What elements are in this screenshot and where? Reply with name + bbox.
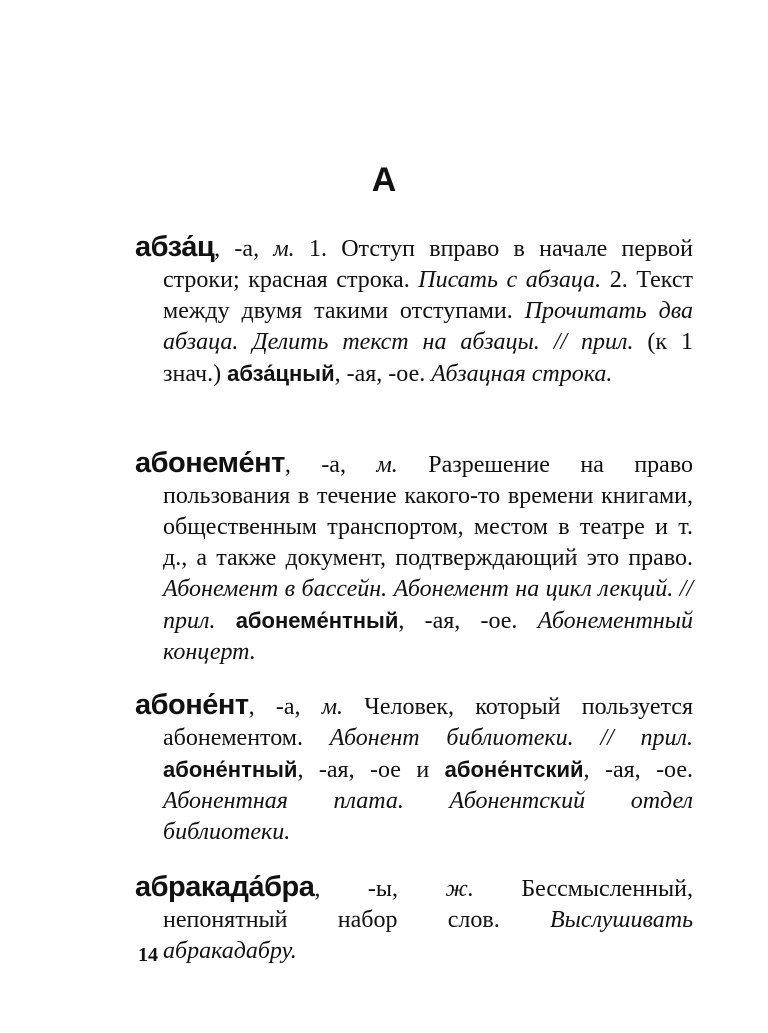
dictionary-entry [135,872,693,967]
grammar: , -а, [248,694,322,720]
grammar: , -а, [214,236,274,262]
example: Абонентная плата. Абонентский отдел библиотеки. [163,788,693,845]
usage-note: (к 1 знач.) [163,329,694,387]
definition: Человек, который пользуется абонементом. [163,694,693,751]
gender-label: м. [273,236,295,262]
gender-label: м. [321,694,344,720]
section-letter: А [371,161,397,199]
derived-word: абоне́нтный [163,757,298,782]
definition: Разрешение на право пользования в течение какого-то времени книгами, общественным транспортом, местом в театре и т. д., а также документ, подтверждающий это право. [163,452,693,571]
example: Писать с абзаца. [418,267,602,293]
derived-word: абонеме́нтный [235,608,399,633]
endings: , -ая, -ое. [583,757,694,783]
dictionary-entry [135,232,693,390]
definition: Бессмысленный, непонятный набор слов. [163,876,693,933]
headword: абракада́бра [135,871,315,903]
endings: , -ая, -ое. [334,361,432,387]
spacer [215,608,235,634]
dictionary-entry [135,690,693,848]
gender-label: м. [376,452,398,478]
example: Прочитать два абзаца. Делить текст на абзацы. // прил. [163,298,693,355]
definition: 1. Отступ вправо в начале первой строки; красная строка. [163,236,693,293]
derived-word: абоне́нтский [444,757,584,782]
headword: абза́ц [135,231,215,263]
definition: 2. Текст между двумя такими отступами. [163,267,693,324]
example: Абонемент в бассейн. Абонемент на цикл лекций. // прил. [163,576,693,634]
example: Выслушивать абракадабру. [163,907,693,964]
gender-label: ж. [445,876,474,902]
headword: абоне́нт [135,689,249,721]
example: Абонементный концерт. [163,608,694,665]
page-number: 14 [138,944,158,966]
grammar: , -ы, [314,876,446,902]
derived-word: абза́цный [227,361,335,386]
headword: абонеме́нт [135,447,285,479]
dictionary-entry [135,448,693,668]
endings: , -ая, -ое и [297,757,445,783]
grammar: , -а, [284,452,377,478]
example: Абонент библиотеки. // прил. [329,725,693,751]
example: Абзацная строка. [431,361,613,387]
endings: , -ая, -ое. [398,608,538,634]
